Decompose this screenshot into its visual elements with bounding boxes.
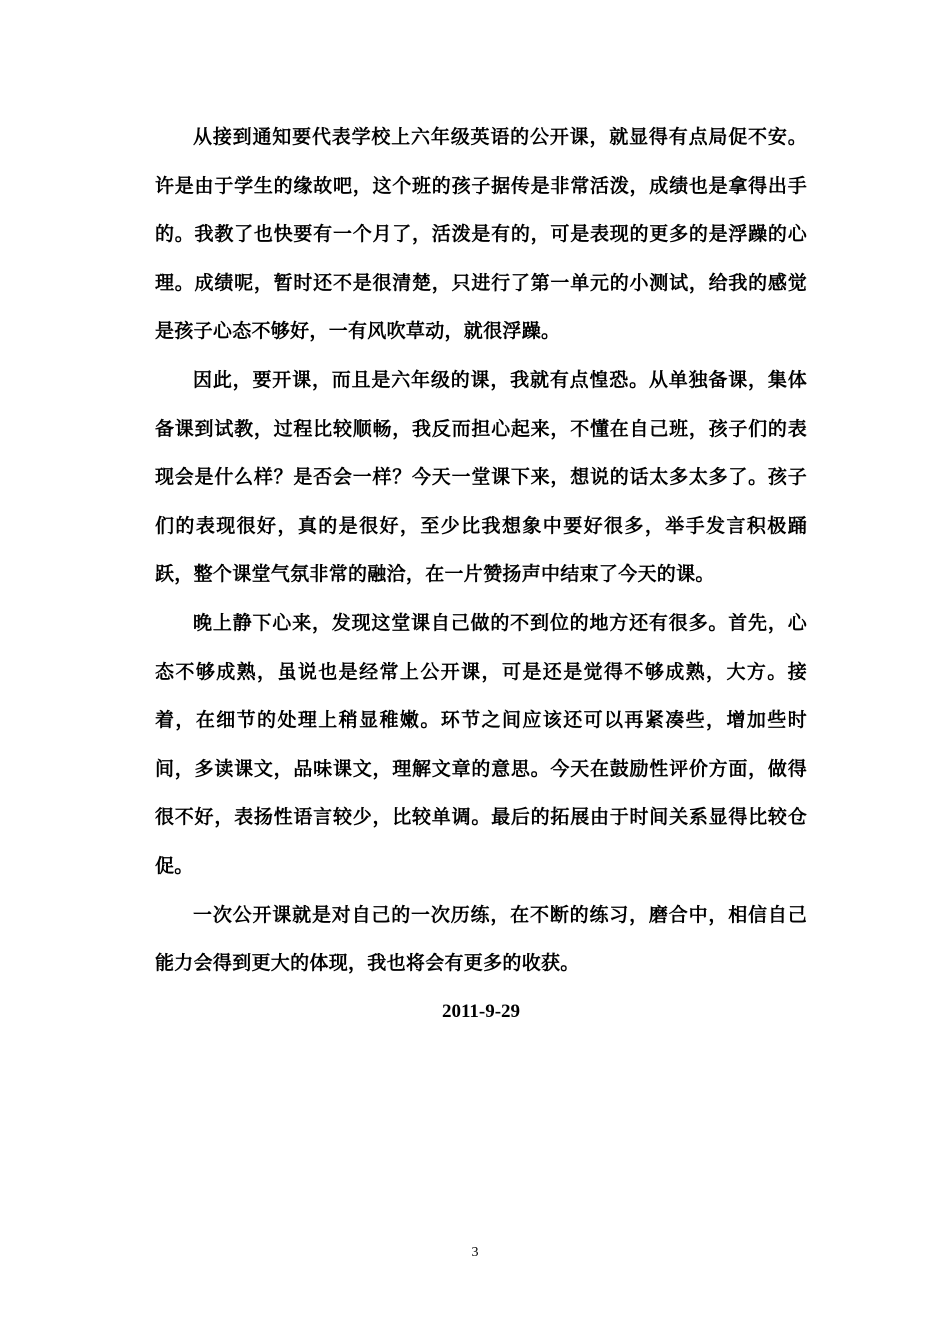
- paragraph-2: 因此，要开课，而且是六年级的课，我就有点惶恐。从单独备课，集体备课到试教，过程比较顺畅，我反而担心起来，不懂在自己班，孩子们的表现会是什么样？是否会一样？今天一堂课下来，想说的话太多太多了。孩子们的表现很好，真的是很好，至少比我想象中要好很多，举手发言积极踊跃，整个课堂气氛非常的融洽，在一片赞扬声中结束了今天的课。: [155, 368, 807, 586]
- paragraph-1: 从接到通知要代表学校上六年级英语的公开课，就显得有点局促不安。许是由于学生的缘故吧，这个班的孩子据传是非常活泼，成绩也是拿得出手的。我教了也快要有一个月了，活泼是有的，可是表现的更多的是浮躁的心理。成绩呢，暂时还不是很清楚，只进行了第一单元的小测试，给我的感觉是孩子心态不够好，一有风吹草动，就很浮躁。: [155, 126, 807, 343]
- paragraph-4: 一次公开课就是对自己的一次历练，在不断的练习，磨合中，相信自己能力会得到更大的体现，我也将会有更多的收获。: [155, 903, 807, 975]
- document-date: 2011-9-29: [441, 1000, 521, 1022]
- page-number: 3: [471, 1245, 479, 1260]
- document-body: [155, 113, 807, 1036]
- paragraph-3: 晚上静下心来，发现这堂课自己做的不到位的地方还有很多。首先，心态不够成熟，虽说也是经常上公开课，可是还是觉得不够成熟，大方。接着，在细节的处理上稍显稚嫩。环节之间应该还可以再紧凑些，增加些时间，多读课文，品味课文，理解文章的意思。今天在鼓励性评价方面，做得很不好，表扬性语言较少，比较单调。最后的拓展由于时间关系显得比较仓促。: [155, 611, 807, 877]
